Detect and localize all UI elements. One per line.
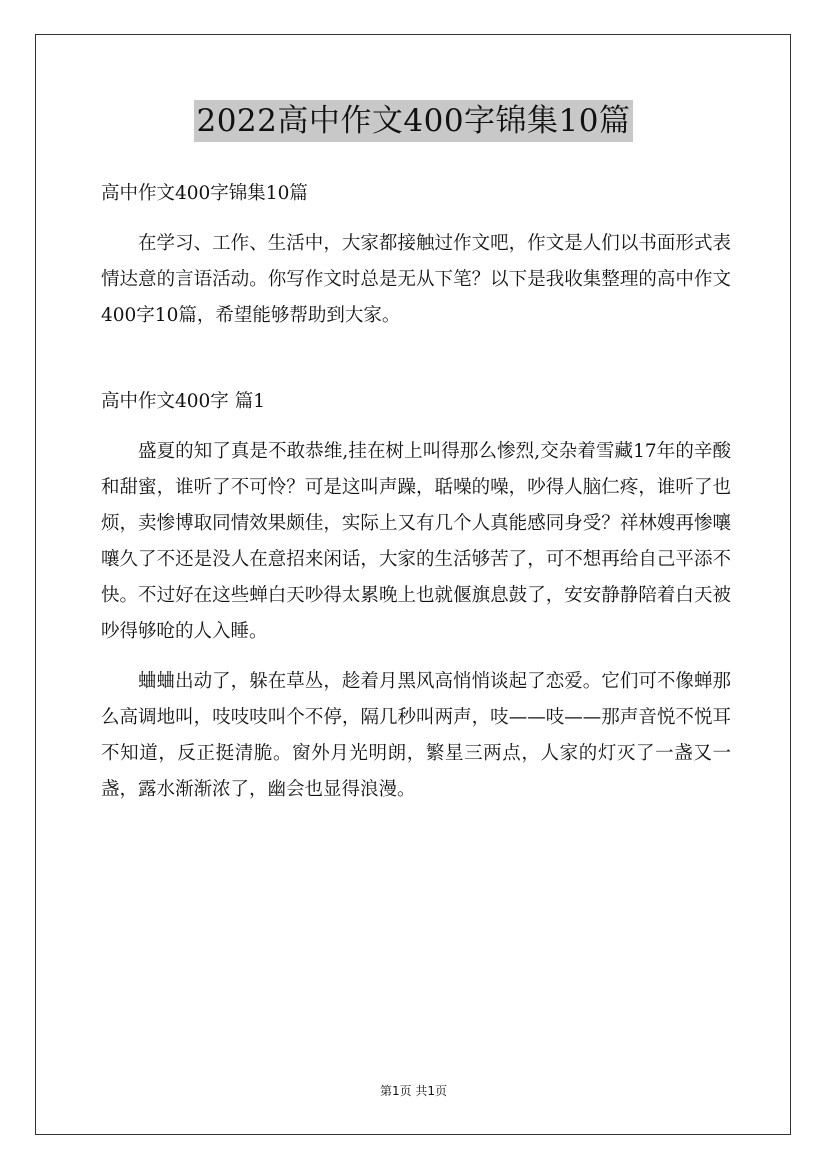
document-title: 2022高中作文400字锦集10篇 <box>194 100 632 142</box>
document-subtitle: 高中作文400字锦集10篇 <box>101 183 308 204</box>
page-footer: 第1页 共1页 <box>379 1084 448 1098</box>
intro-paragraph: 在学习、工作、生活中，大家都接触过作文吧，作文是人们以书面形式表情达意的言语活动。你写作文时总是无从下笔？以下是我收集整理的高中作文400字10篇，希望能够帮助到大家。 <box>101 233 731 326</box>
spacer <box>101 650 731 664</box>
document-body <box>101 176 731 808</box>
spacer <box>101 212 731 226</box>
body-paragraph-1: 盛夏的知了真是不敢恭维,挂在树上叫得那么惨烈,交杂着雪藏17年的辛酸和甜蜜，谁听了不可怜？可是这叫声躁，聒噪的噪，吵得人脑仁疼，谁听了也烦，卖惨博取同情效果颇佳，实际上又有几个人真能感同身受？祥林嫂再惨嚷嚷久了不还是没人在意招来闲话，大家的生活够苦了，可不想再给自己平添不快。不过好在这些蝉白天吵得太累晚上也就偃旗息鼓了，安安静静陪着白天被吵得够呛的人入睡。 <box>101 441 731 642</box>
section-heading: 高中作文400字 篇1 <box>101 391 265 412</box>
spacer <box>101 420 731 434</box>
spacer <box>101 334 731 384</box>
body-paragraph-2: 蛐蛐出动了，躲在草丛，趁着月黑风高悄悄谈起了恋爱。它们可不像蝉那么高调地叫，吱吱吱叫个不停，隔几秒叫两声，吱——吱——那声音悦不悦耳不知道，反正挺清脆。窗外月光明朗，繁星三两点，人家的灯灭了一盏又一盏，露水渐渐浓了，幽会也显得浪漫。 <box>101 671 731 800</box>
title-container <box>0 100 827 142</box>
